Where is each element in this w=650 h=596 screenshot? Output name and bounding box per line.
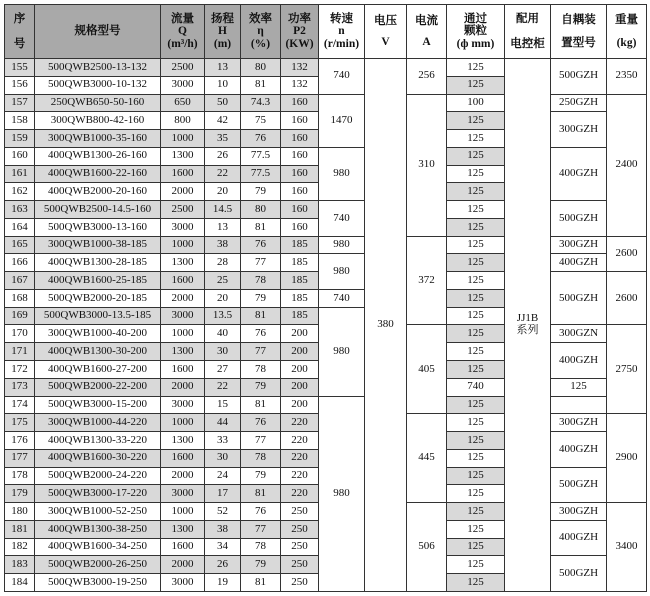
head-cell: 27 — [205, 361, 241, 379]
power-cell: 160 — [281, 183, 319, 201]
coupling-model-cell: 300GZH — [551, 414, 607, 432]
row-number: 157 — [5, 94, 35, 112]
current-cell: 506 — [407, 503, 447, 592]
power-cell: 185 — [281, 236, 319, 254]
coupling-model-cell: 400GZH — [551, 343, 607, 379]
head-cell: 26 — [205, 147, 241, 165]
head-cell: 34 — [205, 538, 241, 556]
flow-cell: 3000 — [161, 396, 205, 414]
current-cell: 256 — [407, 59, 447, 95]
efficiency-cell: 78 — [241, 361, 281, 379]
model-cell: 300QWB1000-38-185 — [35, 236, 161, 254]
power-cell: 185 — [281, 254, 319, 272]
row-number: 182 — [5, 538, 35, 556]
head-cell: 38 — [205, 236, 241, 254]
power-cell: 200 — [281, 343, 319, 361]
particle-size-cell: 125 — [447, 574, 505, 592]
weight-cell: 2750 — [607, 325, 647, 414]
particle-size-cell: 125 — [447, 236, 505, 254]
power-cell: 250 — [281, 574, 319, 592]
flow-cell: 800 — [161, 112, 205, 130]
model-cell: 500QWB2000-26-250 — [35, 556, 161, 574]
row-number: 160 — [5, 147, 35, 165]
power-cell: 220 — [281, 467, 319, 485]
particle-size-cell: 125 — [447, 414, 505, 432]
power-cell: 185 — [281, 289, 319, 307]
head-cell: 30 — [205, 343, 241, 361]
speed-cell: 980 — [319, 147, 365, 200]
flow-cell: 2500 — [161, 201, 205, 219]
speed-cell: 740 — [319, 59, 365, 95]
coupling-model-cell: 250GZH — [551, 94, 607, 112]
weight-cell: 2600 — [607, 236, 647, 272]
flow-cell: 1600 — [161, 449, 205, 467]
coupling-model-cell: 300GZH — [551, 112, 607, 148]
efficiency-cell: 80 — [241, 201, 281, 219]
model-cell: 300QWB800-42-160 — [35, 112, 161, 130]
model-cell: 400QWB1600-22-160 — [35, 165, 161, 183]
flow-cell: 3000 — [161, 574, 205, 592]
col-header-particle: 通过 颗粒 (ф mm) — [447, 5, 505, 59]
head-cell: 50 — [205, 94, 241, 112]
header-row — [5, 5, 647, 59]
head-cell: 52 — [205, 503, 241, 521]
row-number: 179 — [5, 485, 35, 503]
row-number: 184 — [5, 574, 35, 592]
model-cell: 500QWB3000-13.5-185 — [35, 307, 161, 325]
efficiency-cell: 76 — [241, 236, 281, 254]
voltage-cell: 380 — [365, 59, 407, 592]
flow-cell: 2000 — [161, 183, 205, 201]
flow-cell: 3000 — [161, 76, 205, 94]
head-cell: 35 — [205, 130, 241, 148]
flow-cell: 3000 — [161, 485, 205, 503]
col-header-coupling: 自耦装 置型号 — [551, 5, 607, 59]
coupling-model-cell: 400GZH — [551, 432, 607, 468]
col-header-power: 功率 P2 (KW) — [281, 5, 319, 59]
head-cell: 40 — [205, 325, 241, 343]
weight-cell: 3400 — [607, 503, 647, 592]
row-number: 166 — [5, 254, 35, 272]
row-number: 176 — [5, 432, 35, 450]
model-cell: 400QWB1300-26-160 — [35, 147, 161, 165]
power-cell: 220 — [281, 449, 319, 467]
current-cell: 405 — [407, 325, 447, 414]
table-row — [5, 94, 647, 112]
speed-cell: 980 — [319, 307, 365, 396]
col-header-weight: 重量 (kg) — [607, 5, 647, 59]
efficiency-cell: 78 — [241, 538, 281, 556]
row-number: 177 — [5, 449, 35, 467]
efficiency-cell: 77 — [241, 343, 281, 361]
coupling-model-cell: 300GZH — [551, 503, 607, 521]
particle-size-cell: 125 — [447, 485, 505, 503]
power-cell: 160 — [281, 130, 319, 148]
power-cell: 200 — [281, 361, 319, 379]
flow-cell: 1600 — [161, 165, 205, 183]
head-cell: 30 — [205, 449, 241, 467]
power-cell: 132 — [281, 76, 319, 94]
coupling-model-cell: 500GZH — [551, 272, 607, 325]
speed-cell: 980 — [319, 254, 365, 290]
table-row — [5, 201, 647, 219]
model-cell: 300QWB1000-35-160 — [35, 130, 161, 148]
flow-cell: 2500 — [161, 59, 205, 77]
power-cell: 200 — [281, 378, 319, 396]
row-number: 158 — [5, 112, 35, 130]
row-number: 174 — [5, 396, 35, 414]
particle-size-cell: 125 — [447, 449, 505, 467]
row-number: 155 — [5, 59, 35, 77]
model-cell: 500QWB2000-20-185 — [35, 289, 161, 307]
weight-cell: 2900 — [607, 414, 647, 503]
head-cell: 38 — [205, 520, 241, 538]
table-row — [5, 254, 647, 272]
particle-size-cell: 125 — [447, 218, 505, 236]
flow-cell: 650 — [161, 94, 205, 112]
row-number: 163 — [5, 201, 35, 219]
particle-size-cell: 125 — [447, 130, 505, 148]
efficiency-cell: 79 — [241, 467, 281, 485]
power-cell: 250 — [281, 520, 319, 538]
flow-cell: 1000 — [161, 236, 205, 254]
power-cell: 250 — [281, 556, 319, 574]
model-cell: 500QWB2000-22-200 — [35, 378, 161, 396]
row-number: 173 — [5, 378, 35, 396]
model-cell: 500QWB2500-14.5-160 — [35, 201, 161, 219]
speed-cell: 980 — [319, 236, 365, 254]
flow-cell: 3000 — [161, 307, 205, 325]
current-cell: 445 — [407, 414, 447, 503]
model-cell: 500QWB2500-13-132 — [35, 59, 161, 77]
particle-size-cell: 125 — [447, 289, 505, 307]
speed-cell: 740 — [319, 201, 365, 237]
row-number: 169 — [5, 307, 35, 325]
head-cell: 15 — [205, 396, 241, 414]
head-cell: 22 — [205, 378, 241, 396]
power-cell: 200 — [281, 325, 319, 343]
efficiency-cell: 76 — [241, 130, 281, 148]
row-number: 172 — [5, 361, 35, 379]
table-row — [5, 59, 647, 77]
power-cell: 160 — [281, 112, 319, 130]
particle-size-cell: 125 — [447, 307, 505, 325]
row-number: 171 — [5, 343, 35, 361]
current-cell: 310 — [407, 94, 447, 236]
head-cell: 28 — [205, 254, 241, 272]
row-number: 167 — [5, 272, 35, 290]
head-cell: 17 — [205, 485, 241, 503]
power-cell: 160 — [281, 165, 319, 183]
model-cell: 400QWB1300-28-185 — [35, 254, 161, 272]
head-cell: 13 — [205, 218, 241, 236]
power-cell: 160 — [281, 94, 319, 112]
efficiency-cell: 79 — [241, 183, 281, 201]
power-cell: 132 — [281, 59, 319, 77]
efficiency-cell: 74.3 — [241, 94, 281, 112]
power-cell: 185 — [281, 272, 319, 290]
row-number: 175 — [5, 414, 35, 432]
efficiency-cell: 75 — [241, 112, 281, 130]
particle-size-cell: 125 — [447, 432, 505, 450]
efficiency-cell: 77.5 — [241, 165, 281, 183]
efficiency-cell: 77 — [241, 254, 281, 272]
flow-cell: 2000 — [161, 467, 205, 485]
power-cell: 160 — [281, 201, 319, 219]
col-header-current: 电流 A — [407, 5, 447, 59]
flow-cell: 1300 — [161, 147, 205, 165]
particle-size-cell: 125 — [447, 183, 505, 201]
particle-size-cell: 125 — [447, 520, 505, 538]
particle-size-cell: 125 — [447, 147, 505, 165]
model-cell: 300QWB1000-44-220 — [35, 414, 161, 432]
col-header-model: 规格型号 — [35, 5, 161, 59]
particle-size-cell: 100 — [447, 94, 505, 112]
flow-cell: 2000 — [161, 556, 205, 574]
head-cell: 13.5 — [205, 307, 241, 325]
head-cell: 33 — [205, 432, 241, 450]
row-number: 156 — [5, 76, 35, 94]
particle-size-cell: 125 — [447, 538, 505, 556]
efficiency-cell: 76 — [241, 325, 281, 343]
col-header-head: 扬程 H (m) — [205, 5, 241, 59]
head-cell: 24 — [205, 467, 241, 485]
coupling-model-cell: 400GZH — [551, 254, 607, 272]
power-cell: 220 — [281, 485, 319, 503]
col-header-no: 序 号 — [5, 5, 35, 59]
model-cell: 300QWB1000-52-250 — [35, 503, 161, 521]
particle-size-cell: 125 — [447, 76, 505, 94]
model-cell: 500QWB2000-24-220 — [35, 467, 161, 485]
head-cell: 14.5 — [205, 201, 241, 219]
flow-cell: 1600 — [161, 361, 205, 379]
head-cell: 25 — [205, 272, 241, 290]
power-cell: 200 — [281, 396, 319, 414]
weight-cell: 2350 — [607, 59, 647, 95]
particle-size-cell: 125 — [447, 325, 505, 343]
control-cabinet-line1: JJ1B — [516, 312, 539, 325]
efficiency-cell: 77 — [241, 432, 281, 450]
row-number: 162 — [5, 183, 35, 201]
flow-cell: 1300 — [161, 254, 205, 272]
current-cell: 372 — [407, 236, 447, 325]
flow-cell: 2000 — [161, 289, 205, 307]
row-number: 170 — [5, 325, 35, 343]
particle-size-cell: 125 — [447, 272, 505, 290]
head-cell: 22 — [205, 165, 241, 183]
row-number: 168 — [5, 289, 35, 307]
efficiency-cell: 81 — [241, 76, 281, 94]
flow-cell: 1600 — [161, 272, 205, 290]
power-cell: 250 — [281, 538, 319, 556]
weight-cell: 2400 — [607, 94, 647, 236]
efficiency-cell: 80 — [241, 59, 281, 77]
pump-spec-table — [4, 4, 647, 592]
flow-cell: 1000 — [161, 503, 205, 521]
coupling-model-cell: 300GZH — [551, 236, 607, 254]
head-cell: 20 — [205, 183, 241, 201]
flow-cell: 1300 — [161, 432, 205, 450]
efficiency-cell: 79 — [241, 289, 281, 307]
coupling-model-cell: 400GZH — [551, 520, 607, 556]
speed-cell: 980 — [319, 396, 365, 591]
flow-cell: 1300 — [161, 343, 205, 361]
model-cell: 250QWB650-50-160 — [35, 94, 161, 112]
particle-size-cell: 125 — [447, 254, 505, 272]
flow-cell: 1600 — [161, 538, 205, 556]
col-header-flow: 流量 Q (m³/h) — [161, 5, 205, 59]
head-cell: 44 — [205, 414, 241, 432]
control-cabinet-line2: 系列 — [516, 324, 539, 336]
speed-cell: 1470 — [319, 94, 365, 147]
control-cabinet-cell — [505, 59, 551, 592]
flow-cell: 1000 — [161, 130, 205, 148]
efficiency-cell: 81 — [241, 307, 281, 325]
power-cell: 185 — [281, 307, 319, 325]
coupling-model-cell: 500GZH — [551, 556, 607, 592]
particle-size-cell: 125 — [447, 361, 505, 379]
speed-cell: 740 — [447, 378, 505, 396]
power-cell: 160 — [281, 147, 319, 165]
particle-size-cell: 125 — [447, 59, 505, 77]
efficiency-cell: 77 — [241, 520, 281, 538]
model-cell: 500QWB3000-10-132 — [35, 76, 161, 94]
coupling-model-cell: 300GZN — [551, 325, 607, 343]
col-header-efficiency: 效率 η (%) — [241, 5, 281, 59]
row-number: 183 — [5, 556, 35, 574]
efficiency-cell: 81 — [241, 396, 281, 414]
row-number: 165 — [5, 236, 35, 254]
coupling-model-cell: 500GZH — [551, 467, 607, 503]
flow-cell: 1000 — [161, 414, 205, 432]
particle-size-cell: 125 — [447, 201, 505, 219]
model-cell: 400QWB1600-30-220 — [35, 449, 161, 467]
power-cell: 220 — [281, 414, 319, 432]
model-cell: 400QWB1600-25-185 — [35, 272, 161, 290]
efficiency-cell: 81 — [241, 485, 281, 503]
flow-cell: 3000 — [161, 218, 205, 236]
speed-cell: 740 — [319, 289, 365, 307]
head-cell: 26 — [205, 556, 241, 574]
head-cell: 10 — [205, 76, 241, 94]
efficiency-cell: 78 — [241, 272, 281, 290]
particle-size-cell: 125 — [551, 378, 607, 396]
col-header-speed: 转速 n (r/min) — [319, 5, 365, 59]
particle-size-cell: 125 — [447, 396, 505, 414]
coupling-model-cell: 400GZH — [551, 147, 607, 200]
model-cell: 400QWB1600-27-200 — [35, 361, 161, 379]
row-number: 180 — [5, 503, 35, 521]
efficiency-cell: 77.5 — [241, 147, 281, 165]
model-cell: 500QWB3000-15-200 — [35, 396, 161, 414]
row-number: 161 — [5, 165, 35, 183]
particle-size-cell: 125 — [447, 112, 505, 130]
row-number: 178 — [5, 467, 35, 485]
head-cell: 13 — [205, 59, 241, 77]
head-cell: 42 — [205, 112, 241, 130]
model-cell: 400QWB2000-20-160 — [35, 183, 161, 201]
efficiency-cell: 79 — [241, 556, 281, 574]
efficiency-cell: 76 — [241, 503, 281, 521]
efficiency-cell: 78 — [241, 449, 281, 467]
model-cell: 400QWB1300-33-220 — [35, 432, 161, 450]
col-header-voltage: 电压 V — [365, 5, 407, 59]
efficiency-cell: 81 — [241, 218, 281, 236]
model-cell: 400QWB1300-38-250 — [35, 520, 161, 538]
weight-cell: 2600 — [607, 272, 647, 325]
model-cell: 500QWB3000-19-250 — [35, 574, 161, 592]
particle-size-cell: 125 — [447, 556, 505, 574]
head-cell: 19 — [205, 574, 241, 592]
particle-size-cell: 125 — [447, 467, 505, 485]
power-cell: 250 — [281, 503, 319, 521]
model-cell: 400QWB1300-30-200 — [35, 343, 161, 361]
efficiency-cell: 81 — [241, 574, 281, 592]
model-cell: 500QWB3000-17-220 — [35, 485, 161, 503]
efficiency-cell: 76 — [241, 414, 281, 432]
row-number: 164 — [5, 218, 35, 236]
model-cell: 400QWB1600-34-250 — [35, 538, 161, 556]
power-cell: 160 — [281, 218, 319, 236]
flow-cell: 1300 — [161, 520, 205, 538]
particle-size-cell: 125 — [447, 165, 505, 183]
coupling-model-cell: 500GZH — [551, 201, 607, 237]
efficiency-cell: 79 — [241, 378, 281, 396]
model-cell: 300QWB1000-40-200 — [35, 325, 161, 343]
coupling-model-cell: 500GZH — [551, 59, 607, 95]
row-number: 159 — [5, 130, 35, 148]
flow-cell: 2000 — [161, 378, 205, 396]
col-header-control: 配用 电控柜 — [505, 5, 551, 59]
row-number: 181 — [5, 520, 35, 538]
table-row — [5, 236, 647, 254]
flow-cell: 1000 — [161, 325, 205, 343]
model-cell: 500QWB3000-13-160 — [35, 218, 161, 236]
particle-size-cell: 125 — [447, 503, 505, 521]
power-cell: 220 — [281, 432, 319, 450]
head-cell: 20 — [205, 289, 241, 307]
particle-size-cell: 125 — [447, 343, 505, 361]
table-row — [5, 147, 647, 165]
